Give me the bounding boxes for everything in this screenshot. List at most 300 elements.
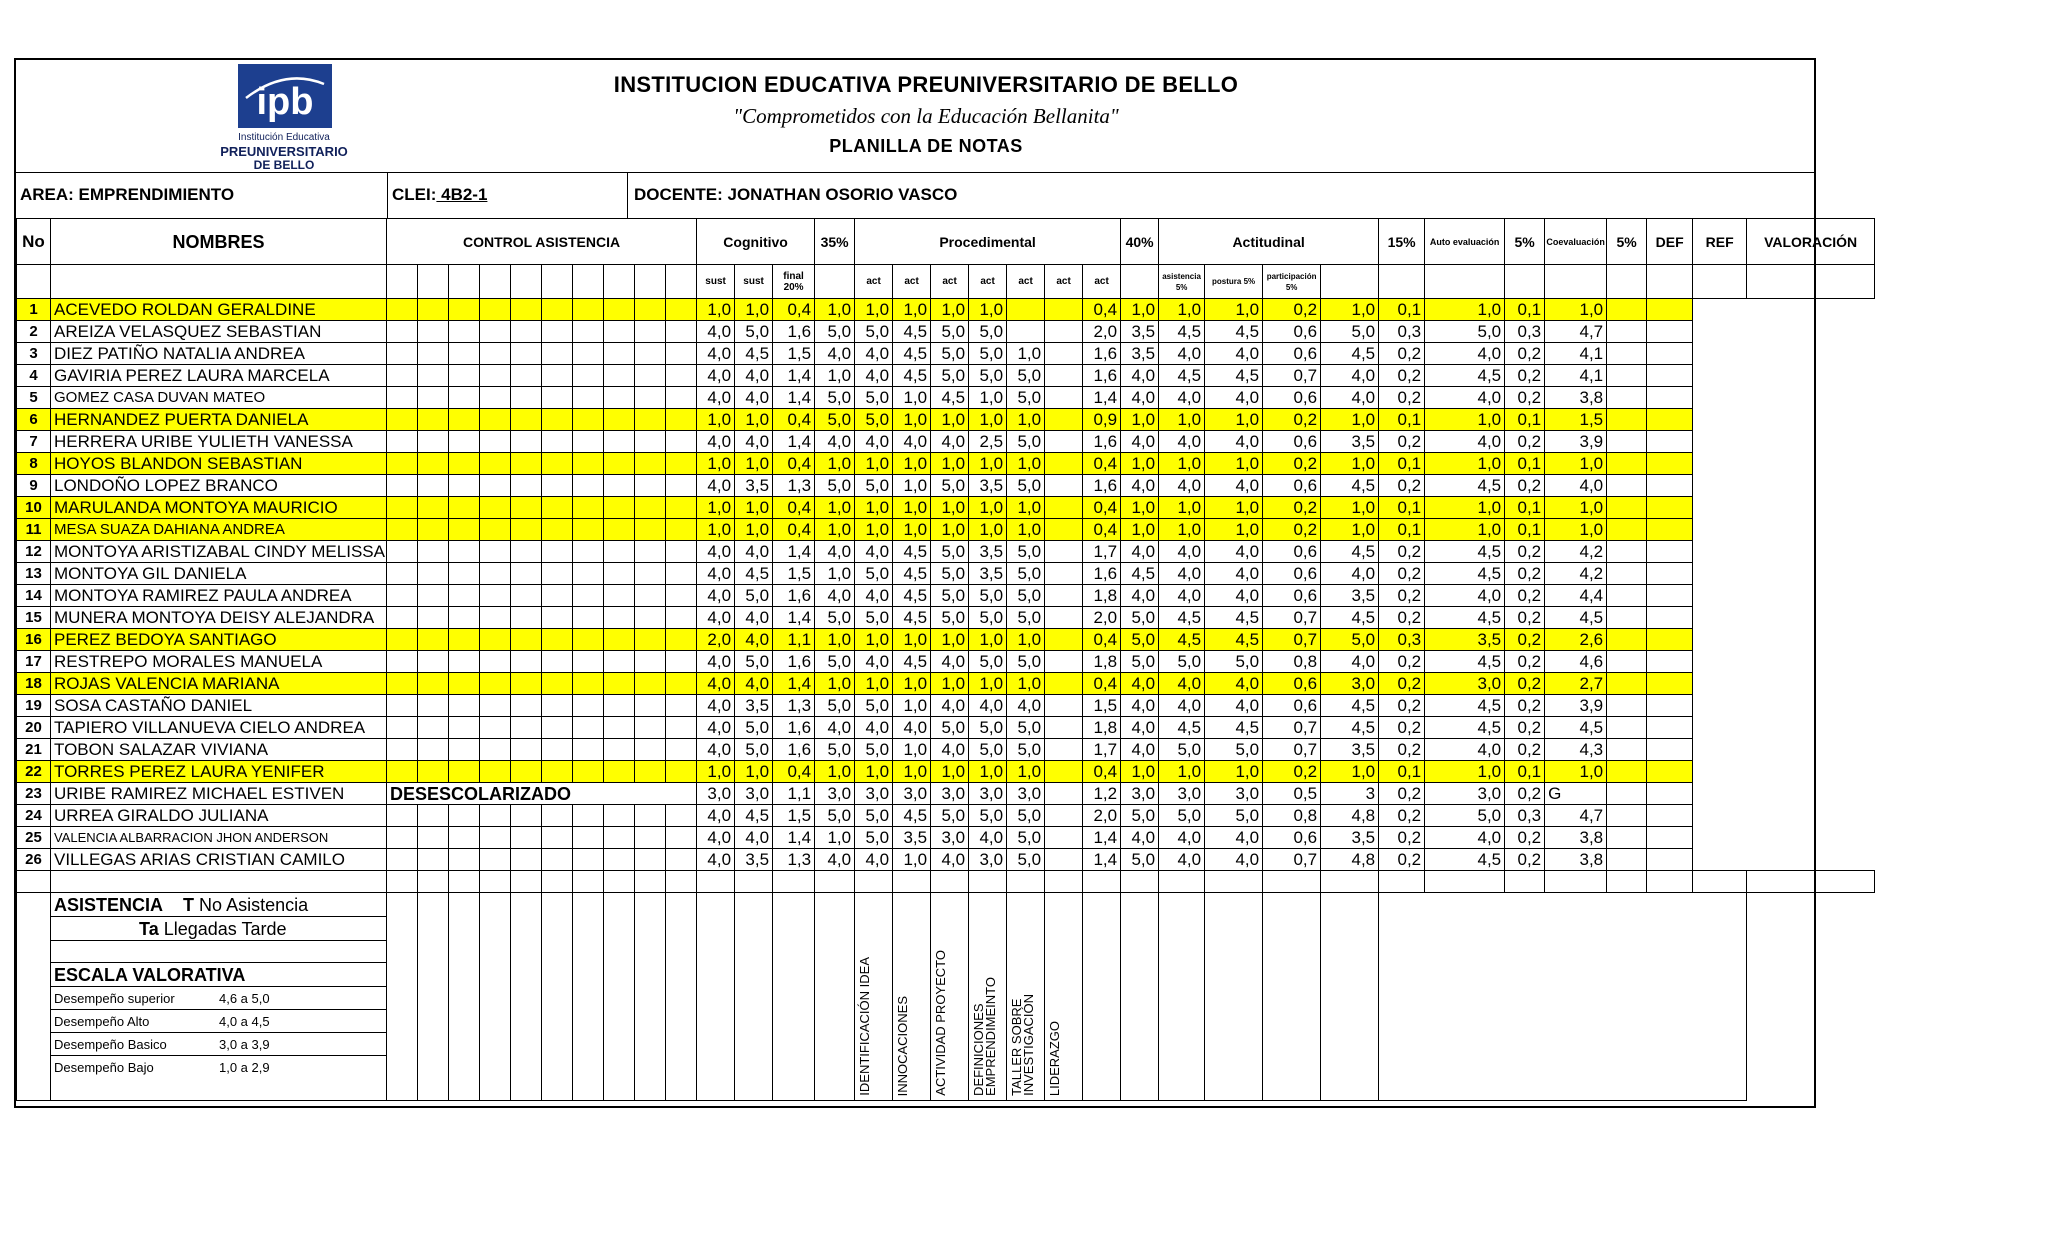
valoracion-value: [1647, 783, 1693, 805]
grade-value: 4,1: [1545, 365, 1607, 387]
attendance-mark: [449, 849, 480, 871]
grade-value: 0,2: [1505, 739, 1545, 761]
attendance-mark: [542, 541, 573, 563]
grade-value: 4,5: [893, 563, 931, 585]
footer-blank: [815, 893, 855, 1101]
grade-value: 0,2: [1379, 651, 1425, 673]
ref-value: [1607, 519, 1647, 541]
grade-value: 4,5: [1425, 695, 1505, 717]
blank-cell: [773, 871, 815, 893]
attendance-slot: [418, 265, 449, 299]
blank-cell: [449, 871, 480, 893]
grade-value: 4,5: [1205, 321, 1263, 343]
attendance-mark: [573, 761, 604, 783]
grade-value: 5,0: [1321, 629, 1379, 651]
blank-cell: [969, 871, 1007, 893]
blank-cell: [418, 871, 449, 893]
grade-value: 1,0: [1321, 453, 1379, 475]
grade-value: 5,0: [815, 321, 855, 343]
grade-value: 4,5: [893, 541, 931, 563]
grade-value: 1,0: [1425, 761, 1505, 783]
attendance-mark: [666, 431, 697, 453]
attendance-mark: [604, 585, 635, 607]
footer-blank: [773, 893, 815, 1101]
attendance-mark: [635, 585, 666, 607]
grade-value: 0,2: [1505, 585, 1545, 607]
attendance-mark: [511, 827, 542, 849]
ref-value: [1607, 541, 1647, 563]
attendance-mark: [666, 343, 697, 365]
attendance-mark: [635, 321, 666, 343]
student-name: GOMEZ CASA DUVAN MATEO: [51, 387, 387, 409]
activity-label: INNOCACIONES: [895, 995, 911, 1096]
grade-value: 1,0: [931, 299, 969, 321]
student-no: 17: [17, 651, 51, 673]
attendance-mark: [418, 431, 449, 453]
grade-value: 0,1: [1379, 453, 1425, 475]
grade-value: 1,0: [969, 409, 1007, 431]
grade-value: 4,0: [1205, 673, 1263, 695]
grade-value: 4,5: [1321, 695, 1379, 717]
grade-value: 1,0: [1121, 299, 1159, 321]
grade-value: 1,0: [1425, 299, 1505, 321]
grade-value: 5,0: [1007, 849, 1045, 871]
attendance-mark: [666, 321, 697, 343]
ref-value: [1607, 805, 1647, 827]
grade-value: 1,0: [969, 387, 1007, 409]
grade-value: 1,0: [855, 299, 893, 321]
attendance-mark: [542, 299, 573, 321]
grade-value: 0,1: [1505, 453, 1545, 475]
footer-blank: [17, 893, 51, 1101]
grade-value: 1,0: [1545, 453, 1607, 475]
grade-value: 1,0: [1425, 497, 1505, 519]
grade-value: 5,0: [969, 739, 1007, 761]
student-name: TORRES PEREZ LAURA YENIFER: [51, 761, 387, 783]
grade-value: 5,0: [1007, 431, 1045, 453]
ref-value: [1607, 651, 1647, 673]
sub-act: act: [1083, 265, 1121, 299]
grade-value: 4,0: [735, 387, 773, 409]
grade-value: 5,0: [1007, 827, 1045, 849]
grade-value: 4,0: [1545, 475, 1607, 497]
student-row: [17, 299, 1875, 321]
grade-value: 5,0: [855, 695, 893, 717]
grade-value: 3,0: [931, 783, 969, 805]
grade-value: 1,0: [1321, 519, 1379, 541]
attendance-mark: [418, 739, 449, 761]
attendance-mark: [573, 431, 604, 453]
grade-value: 4,0: [893, 431, 931, 453]
grade-value: 3,9: [1545, 695, 1607, 717]
attendance-mark: [573, 607, 604, 629]
grade-value: 4,0: [1205, 585, 1263, 607]
attendance-mark: [449, 805, 480, 827]
grade-value: 1,0: [931, 761, 969, 783]
attendance-mark: [666, 717, 697, 739]
grade-value: 5,0: [931, 343, 969, 365]
valoracion-value: [1647, 343, 1693, 365]
attendance-mark: [542, 695, 573, 717]
t-key: T: [183, 895, 195, 915]
grade-value: 1,5: [1083, 695, 1121, 717]
attendance-mark: [542, 849, 573, 871]
grade-value: 4,7: [1545, 321, 1607, 343]
grade-value: [1045, 695, 1083, 717]
attendance-mark: [418, 365, 449, 387]
grade-value: 1,0: [1159, 409, 1205, 431]
activity-label: ACTIVIDAD PROYECTO: [933, 950, 949, 1096]
grade-value: 5,0: [969, 365, 1007, 387]
grade-value: 0,2: [1505, 629, 1545, 651]
grade-value: 3,5: [893, 827, 931, 849]
student-no: 16: [17, 629, 51, 651]
grade-value: [1045, 739, 1083, 761]
student-no: 6: [17, 409, 51, 431]
grade-value: 1,4: [773, 431, 815, 453]
student-name: MONTOYA GIL DANIELA: [51, 563, 387, 585]
grade-value: 3,5: [969, 563, 1007, 585]
sub-sust-1: sust: [697, 265, 735, 299]
ref-value: [1607, 695, 1647, 717]
grade-value: 4,5: [1425, 475, 1505, 497]
grade-value: 3,5: [1321, 827, 1379, 849]
grade-sheet: [14, 58, 1858, 1108]
attendance-mark: [635, 475, 666, 497]
grade-value: 0,1: [1505, 519, 1545, 541]
attendance-mark: [604, 563, 635, 585]
grade-value: 5,0: [815, 607, 855, 629]
grade-value: [1045, 343, 1083, 365]
attendance-mark: [480, 453, 511, 475]
sub-act: act: [893, 265, 931, 299]
attendance-mark: [449, 497, 480, 519]
attendance-mark: [418, 387, 449, 409]
grade-value: 4,0: [1205, 431, 1263, 453]
header-row: [17, 219, 1875, 265]
grade-value: 3,8: [1545, 827, 1607, 849]
attendance-mark: [542, 739, 573, 761]
student-no: 3: [17, 343, 51, 365]
ref-value: [1607, 739, 1647, 761]
attendance-mark: [635, 453, 666, 475]
grade-value: 0,1: [1505, 497, 1545, 519]
student-row: [17, 519, 1875, 541]
escala-title: ESCALA VALORATIVA: [54, 965, 246, 985]
grade-value: 0,4: [773, 497, 815, 519]
grade-value: 0,2: [1379, 739, 1425, 761]
student-no: 20: [17, 717, 51, 739]
grade-value: 1,0: [1545, 299, 1607, 321]
student-no: 22: [17, 761, 51, 783]
blank-cell: [697, 871, 735, 893]
grade-value: 0,2: [1379, 541, 1425, 563]
grade-value: 1,0: [1321, 497, 1379, 519]
grade-value: 1,0: [969, 761, 1007, 783]
grade-value: 1,0: [855, 497, 893, 519]
student-no: 23: [17, 783, 51, 805]
grade-value: 5,0: [969, 321, 1007, 343]
grade-value: 0,3: [1379, 629, 1425, 651]
grade-value: 0,2: [1505, 651, 1545, 673]
grade-value: 1,4: [773, 365, 815, 387]
grade-value: 5,0: [1121, 849, 1159, 871]
grade-value: 4,0: [697, 607, 735, 629]
grade-value: 4,0: [1159, 673, 1205, 695]
grade-value: 0,2: [1263, 761, 1321, 783]
grade-value: 2,0: [1083, 321, 1121, 343]
attendance-mark: [511, 541, 542, 563]
attendance-mark: [418, 453, 449, 475]
escala-level: [51, 1056, 386, 1079]
attendance-mark: [480, 761, 511, 783]
attendance-mark: [635, 563, 666, 585]
grade-value: 0,4: [1083, 519, 1121, 541]
grade-value: 1,0: [893, 761, 931, 783]
grade-value: 0,2: [1505, 827, 1545, 849]
grade-value: 4,0: [855, 431, 893, 453]
grade-value: [1045, 409, 1083, 431]
footer-blank: [735, 893, 773, 1101]
grade-value: 0,2: [1379, 849, 1425, 871]
grade-value: 1,0: [697, 761, 735, 783]
grade-value: 4,0: [969, 695, 1007, 717]
attendance-mark: [635, 695, 666, 717]
attendance-mark: [480, 563, 511, 585]
grade-value: 0,7: [1263, 849, 1321, 871]
attendance-mark: [635, 497, 666, 519]
student-row: [17, 827, 1875, 849]
attendance-mark: [449, 629, 480, 651]
grade-value: 2,6: [1545, 629, 1607, 651]
blank-cell: [1747, 871, 1875, 893]
grade-value: 5,0: [855, 563, 893, 585]
attendance-mark: [511, 453, 542, 475]
attendance-mark: [573, 629, 604, 651]
grade-value: 5,0: [1007, 563, 1045, 585]
grade-value: 4,0: [735, 673, 773, 695]
escala-level: [51, 1010, 386, 1033]
attendance-mark: [480, 497, 511, 519]
attendance-mark: [449, 519, 480, 541]
grade-value: 4,0: [697, 849, 735, 871]
grade-value: 4,5: [1121, 563, 1159, 585]
attendance-mark: [573, 805, 604, 827]
grade-value: 4,0: [815, 849, 855, 871]
grade-value: 0,3: [1505, 321, 1545, 343]
escala-level-range: 1,0 a 2,9: [219, 1060, 270, 1075]
student-name: PEREZ BEDOYA SANTIAGO: [51, 629, 387, 651]
clei-value: 4B2-1: [436, 185, 488, 204]
student-row: [17, 585, 1875, 607]
institution-motto: "Comprometidos con la Educación Bellanita": [733, 104, 1119, 128]
attendance-mark: [480, 717, 511, 739]
student-no: 9: [17, 475, 51, 497]
grade-value: 1,0: [893, 739, 931, 761]
activity-label: TALLER SOBRE INVESTIGACIÓN: [1009, 994, 1037, 1096]
footer-attendance: [542, 893, 573, 1101]
grade-value: 1,8: [1083, 585, 1121, 607]
grade-value: 0,2: [1505, 475, 1545, 497]
grade-value: 4,5: [1205, 717, 1263, 739]
student-row: [17, 475, 1875, 497]
grade-value: 0,2: [1379, 563, 1425, 585]
footer-blank: [1205, 893, 1263, 1101]
grade-value: 1,5: [773, 563, 815, 585]
student-no: 18: [17, 673, 51, 695]
grade-value: 0,6: [1263, 387, 1321, 409]
grade-value: 0,2: [1379, 365, 1425, 387]
attendance-mark: [635, 409, 666, 431]
attendance-mark: [666, 805, 697, 827]
grade-value: 4,0: [697, 541, 735, 563]
grade-value: 5,0: [855, 827, 893, 849]
grade-value: 4,5: [1545, 717, 1607, 739]
valoracion-value: [1647, 585, 1693, 607]
grade-value: 4,0: [1425, 739, 1505, 761]
grade-value: 1,6: [1083, 365, 1121, 387]
activity-label-cell: [1045, 893, 1083, 1101]
grade-value: 0,2: [1505, 673, 1545, 695]
student-no: 25: [17, 827, 51, 849]
grade-value: 4,5: [1425, 365, 1505, 387]
grade-value: 3: [1321, 783, 1379, 805]
grade-value: 1,0: [969, 299, 1007, 321]
blank-cell: [1545, 871, 1607, 893]
grade-value: 5,0: [1007, 717, 1045, 739]
grade-value: [1045, 805, 1083, 827]
grade-value: 3,0: [1121, 783, 1159, 805]
attendance-mark: [511, 717, 542, 739]
blank-cell: [666, 871, 697, 893]
attendance-mark: [480, 673, 511, 695]
activity-label-cell: [893, 893, 931, 1101]
grade-value: 1,6: [773, 585, 815, 607]
grade-value: 4,0: [735, 629, 773, 651]
grade-value: 5,0: [969, 717, 1007, 739]
grade-value: 1,0: [1159, 299, 1205, 321]
student-no: 5: [17, 387, 51, 409]
grade-value: 3,8: [1545, 387, 1607, 409]
grade-value: 4,0: [1425, 585, 1505, 607]
attendance-mark: [480, 827, 511, 849]
attendance-mark: [666, 585, 697, 607]
grade-value: [1045, 783, 1083, 805]
attendance-mark: [573, 409, 604, 431]
grade-value: 4,5: [1545, 607, 1607, 629]
attendance-mark: [666, 453, 697, 475]
attendance-mark: [604, 849, 635, 871]
logo-line3: DE BELLO: [253, 158, 315, 172]
grade-value: [1045, 717, 1083, 739]
grade-value: 4,0: [1159, 827, 1205, 849]
grade-value: 4,0: [1321, 365, 1379, 387]
attendance-mark: [387, 387, 418, 409]
grade-value: 1,6: [773, 651, 815, 673]
grade-value: 4,0: [855, 541, 893, 563]
attendance-mark: [449, 387, 480, 409]
valoracion-value: [1647, 431, 1693, 453]
grade-value: 1,0: [697, 497, 735, 519]
sub-postura-5: postura 5%: [1205, 265, 1263, 299]
valoracion-value: [1647, 409, 1693, 431]
grade-value: 1,6: [773, 739, 815, 761]
legend-cell: [51, 893, 387, 1101]
grade-value: 0,2: [1263, 409, 1321, 431]
attendance-mark: [418, 849, 449, 871]
valoracion-value: [1647, 519, 1693, 541]
attendance-mark: [635, 299, 666, 321]
grade-value: 4,5: [1321, 717, 1379, 739]
footer-attendance: [635, 893, 666, 1101]
grade-value: 5,0: [931, 365, 969, 387]
grade-value: 1,0: [969, 629, 1007, 651]
grade-value: 1,4: [773, 541, 815, 563]
attendance-mark: [666, 409, 697, 431]
grade-value: 4,5: [1321, 343, 1379, 365]
grade-value: 5,0: [735, 717, 773, 739]
footer-blank: [1379, 893, 1747, 1101]
student-name: HERRERA URIBE YULIETH VANESSA: [51, 431, 387, 453]
grade-value: 4,0: [1321, 563, 1379, 585]
attendance-mark: [511, 343, 542, 365]
grade-value: 1,6: [1083, 431, 1121, 453]
grade-value: 5,0: [969, 651, 1007, 673]
grade-value: 5,0: [1321, 321, 1379, 343]
attendance-mark: [573, 541, 604, 563]
attendance-mark: [604, 431, 635, 453]
grade-value: 3,0: [1159, 783, 1205, 805]
grade-value: [1045, 321, 1083, 343]
attendance-mark: [480, 387, 511, 409]
attendance-mark: [511, 563, 542, 585]
activity-label-cell: [969, 893, 1007, 1101]
attendance-mark: [666, 761, 697, 783]
attendance-mark: [604, 497, 635, 519]
attendance-mark: [542, 431, 573, 453]
attendance-mark: [666, 387, 697, 409]
attendance-mark: [635, 805, 666, 827]
grade-value: 1,0: [931, 673, 969, 695]
student-no: 12: [17, 541, 51, 563]
grade-value: 4,2: [1545, 563, 1607, 585]
ref-value: [1607, 453, 1647, 475]
attendance-mark: [542, 343, 573, 365]
grade-value: [1045, 761, 1083, 783]
attendance-mark: [449, 761, 480, 783]
grade-value: 4,5: [893, 651, 931, 673]
grade-value: 4,0: [969, 827, 1007, 849]
grade-value: 3,0: [1205, 783, 1263, 805]
attendance-mark: [418, 321, 449, 343]
attendance-mark: [542, 827, 573, 849]
attendance-mark: [511, 651, 542, 673]
grade-value: [1045, 541, 1083, 563]
attendance-mark: [387, 453, 418, 475]
blank-cell: [1321, 871, 1379, 893]
grade-value: [1045, 453, 1083, 475]
student-name: TOBON SALAZAR VIVIANA: [51, 739, 387, 761]
grade-value: 5,0: [1205, 739, 1263, 761]
attendance-mark: [511, 387, 542, 409]
grade-value: 4,5: [1425, 607, 1505, 629]
grade-value: 0,8: [1263, 805, 1321, 827]
legend-line: [51, 963, 386, 987]
grade-value: 4,0: [1121, 475, 1159, 497]
student-name: URREA GIRALDO JULIANA: [51, 805, 387, 827]
grade-value: 1,0: [1205, 519, 1263, 541]
clei-label: CLEI:: [392, 185, 437, 204]
